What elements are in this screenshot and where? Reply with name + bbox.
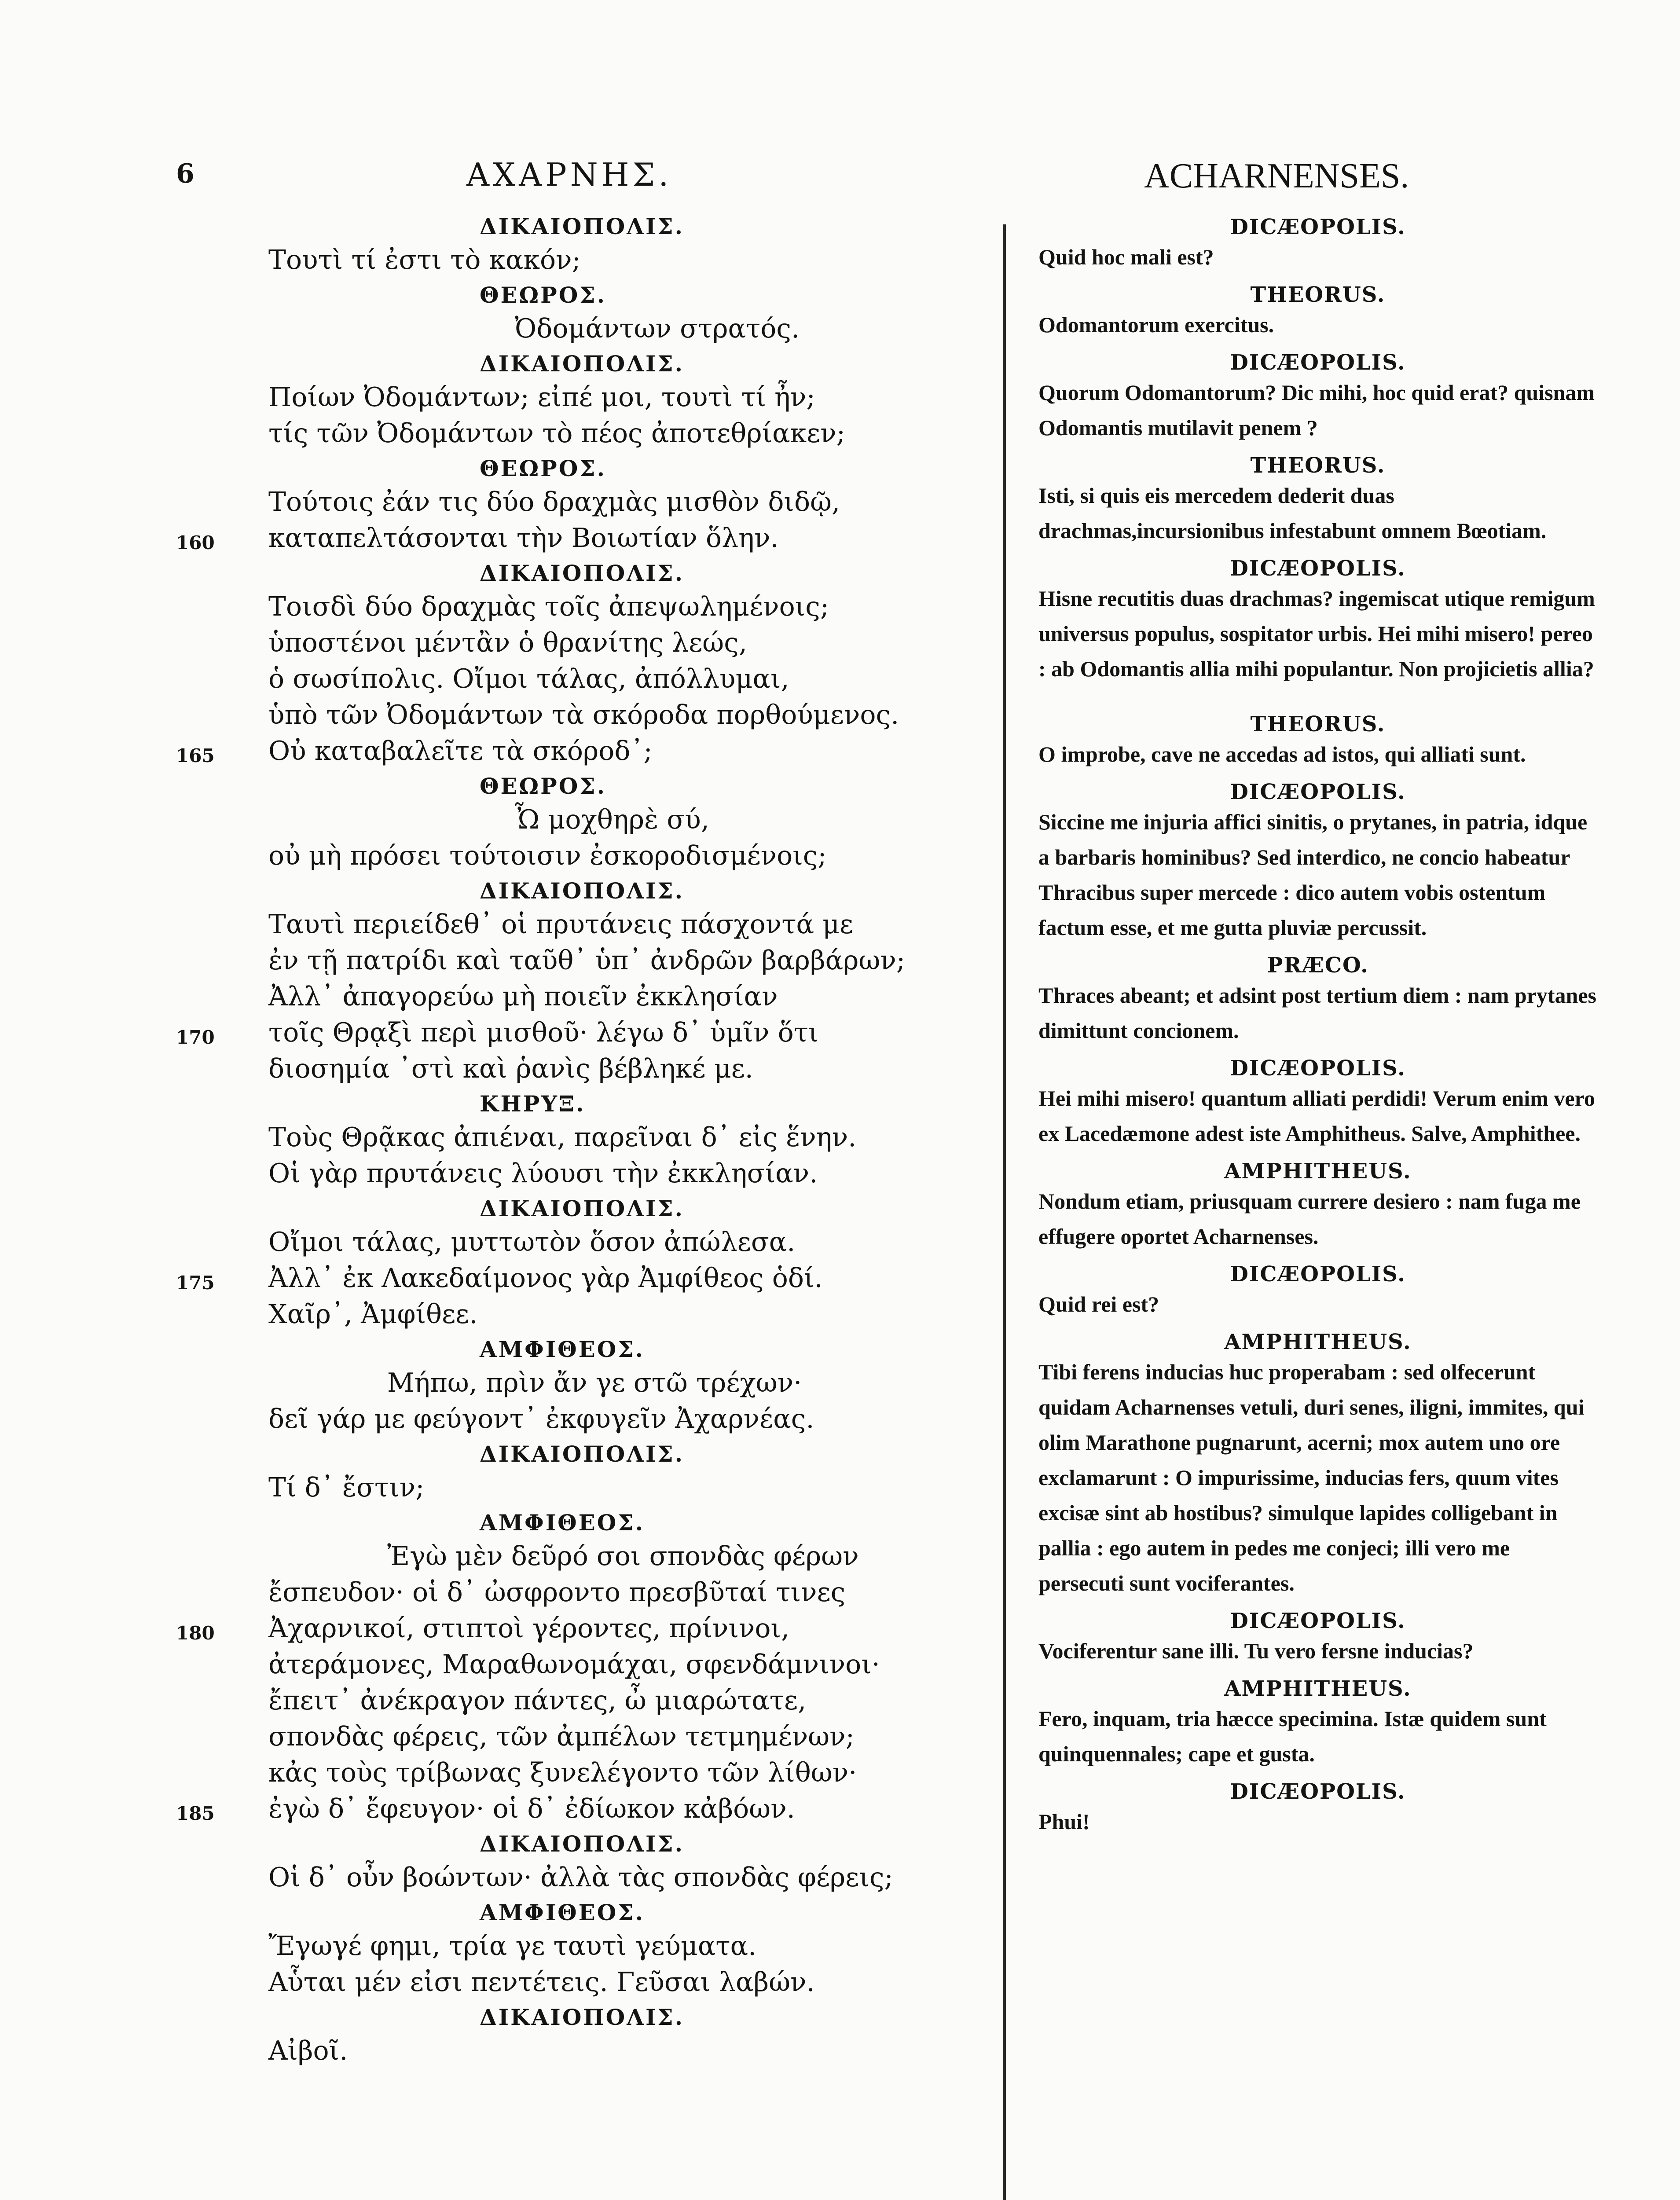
greek-verse-text: ἔσπευδον· οἱ δ᾽ ὠσφροντο πρεσβῦταί τινες bbox=[268, 1577, 846, 1608]
greek-verse-line bbox=[268, 1221, 955, 1258]
latin-translation-text: Hei mihi misero! quantum alliati perdidi! Verum enim vero ex Lacedæmone adest iste Amphitheus. Salve, Amphithee. bbox=[1038, 1086, 1595, 1146]
greek-verse-line bbox=[268, 1294, 955, 1330]
latin-translation-text: Hisne recutitis duas drachmas? ingemiscat utique remigum universus populus, sospitator urbis. Hei mihi misero! pereo : ab Odomantis allia mihi populantur. Non projicietis allia? bbox=[1038, 586, 1595, 681]
greek-verse-text: κἀς τοὺς τρίβωνας ξυνελέγοντο τῶν λίθων· bbox=[268, 1757, 857, 1788]
latin-speaker-name: DICÆOPOLIS. bbox=[1230, 780, 1406, 804]
greek-verse-text: Αὗται μέν εἰσι πεντέτεις. Γεῦσαι λαβών. bbox=[268, 1967, 815, 1998]
latin-speaker-name: PRÆCO. bbox=[1267, 953, 1369, 978]
greek-speaker-label: ΔΙΚΑΙΟΠΟΛΙΣ. bbox=[480, 560, 685, 586]
greek-verse-line bbox=[268, 1048, 955, 1084]
greek-verse-text: καταπελτάσονται τὴν Βοιωτίαν ὅλην. bbox=[268, 523, 779, 554]
greek-verse-line bbox=[268, 976, 955, 1012]
greek-verse-text: σπονδὰς φέρεις, τῶν ἀμπέλων τετμημένων; bbox=[268, 1721, 855, 1752]
greek-speaker-label: ΑΜΦΙΘΕΟΣ. bbox=[480, 1899, 645, 1925]
greek-verse-text: διοσημία ᾽στὶ καὶ ῥανὶς βέβληκέ με. bbox=[268, 1053, 753, 1084]
greek-speaker-name bbox=[268, 1998, 955, 2030]
greek-verse-text: τίς τῶν Ὀδομάντων τὸ πέος ἀποτεθρίακεν; bbox=[268, 418, 845, 449]
greek-verse-line bbox=[176, 1012, 955, 1048]
latin-speaker-name: DICÆOPOLIS. bbox=[1230, 1056, 1406, 1081]
greek-verse-text: Τούτοις ἐάν τις δύο δραχμὰς μισθὸν διδῷ, bbox=[268, 487, 840, 517]
greek-speaker-name bbox=[268, 1824, 955, 1857]
greek-verse-text: Ἀχαρνικοί, στιπτοὶ γέροντες, πρίνινοι, bbox=[268, 1613, 790, 1644]
greek-verse-text: Οἴμοι τάλας, μυττωτὸν ὅσον ἀπώλεσα. bbox=[268, 1227, 796, 1258]
line-number: 160 bbox=[176, 532, 215, 554]
greek-speaker-name bbox=[268, 766, 955, 799]
greek-verse-line bbox=[176, 1608, 955, 1644]
greek-verse-text: ἐγὼ δ᾽ ἔφευγον· οἱ δ᾽ ἐδίωκον κἀβόων. bbox=[268, 1793, 795, 1824]
greek-verse-line bbox=[176, 517, 955, 554]
spacer bbox=[1038, 686, 1597, 704]
greek-verse-line bbox=[268, 1117, 955, 1153]
greek-verse-line bbox=[268, 658, 955, 694]
greek-speaker-label: ΔΙΚΑΙΟΠΟΛΙΣ. bbox=[480, 1831, 685, 1857]
latin-translation-text: Quorum Odomantorum? Dic mihi, hoc quid erat? quisnam Odomantis mutilavit penem ? bbox=[1038, 380, 1595, 440]
greek-verse-line bbox=[268, 694, 955, 730]
latin-running-title: ACHARNENSES. bbox=[1144, 157, 1409, 195]
latin-translation-column bbox=[1038, 207, 1597, 1839]
greek-verse-text: ἀτεράμονες, Μαραθωνομάχαι, σφενδάμνινοι· bbox=[268, 1649, 880, 1680]
latin-speaker-name: AMPHITHEUS. bbox=[1224, 1159, 1412, 1184]
greek-speaker-name bbox=[268, 1893, 955, 1925]
greek-speaker-label: ΘΕΩΡΟΣ. bbox=[480, 282, 607, 308]
greek-verse-line bbox=[176, 730, 955, 766]
greek-verse-line bbox=[268, 1362, 955, 1398]
greek-verse-text: δεῖ γάρ με φεύγοντ᾽ ἐκφυγεῖν Ἀχαρνέας. bbox=[268, 1404, 814, 1434]
greek-speaker-name bbox=[268, 207, 955, 239]
greek-verse-line bbox=[268, 308, 955, 344]
greek-speaker-name bbox=[268, 1330, 955, 1362]
greek-verse-text: Ὦ μοχθηρὲ σύ, bbox=[515, 804, 709, 835]
greek-speaker-name bbox=[268, 1084, 955, 1117]
greek-verse-text: Ὀδομάντων στρατός. bbox=[515, 313, 800, 344]
greek-verse-text: Τοισδὶ δύο δραχμὰς τοῖς ἀπεψωλημένοις; bbox=[268, 591, 829, 622]
greek-verse-text: Τουτὶ τί ἐστι τὸ κακόν; bbox=[268, 245, 581, 275]
greek-verse-text: ὁ σωσίπολις. Οἴμοι τάλας, ἀπόλλυμαι, bbox=[268, 664, 789, 694]
latin-translation-text: Quid rei est? bbox=[1038, 1292, 1159, 1316]
greek-verse-text: ἔπειτ᾽ ἀνέκραγον πάντες, ὦ μιαρώτατε, bbox=[268, 1685, 807, 1716]
greek-verse-line bbox=[268, 1572, 955, 1608]
greek-running-title: ΑΧΑΡΝΗΣ. bbox=[466, 156, 672, 193]
greek-speaker-label: ΑΜΦΙΘΕΟΣ. bbox=[480, 1336, 645, 1362]
greek-verse-line bbox=[268, 1752, 955, 1788]
greek-verse-line bbox=[268, 377, 955, 413]
greek-speaker-label: ΔΙΚΑΙΟΠΟΛΙΣ. bbox=[480, 1441, 685, 1467]
latin-speaker-name: DICÆOPOLIS. bbox=[1230, 1262, 1406, 1287]
greek-verse-line bbox=[268, 1153, 955, 1189]
greek-verse-line bbox=[268, 835, 955, 871]
greek-verse-line bbox=[268, 904, 955, 940]
latin-speaker-name: DICÆOPOLIS. bbox=[1230, 350, 1406, 375]
latin-translation-text: O improbe, cave ne accedas ad istos, qui alliati sunt. bbox=[1038, 742, 1526, 766]
greek-verse-text: Ποίων Ὀδομάντων; εἰπέ μοι, τουτὶ τί ἦν; bbox=[268, 382, 815, 413]
greek-verse-line bbox=[268, 586, 955, 622]
greek-speaker-name bbox=[268, 1189, 955, 1221]
latin-speaker-name: THEORUS. bbox=[1250, 453, 1386, 478]
latin-translation-text: Fero, inquam, tria hæcce specimina. Istæ quidem sunt quinquennales; cape et gusta. bbox=[1038, 1706, 1547, 1766]
greek-verse-text: Μήπω, πρὶν ἄν γε στῶ τρέχων· bbox=[387, 1368, 802, 1398]
greek-speaker-label: ΔΙΚΑΙΟΠΟΛΙΣ. bbox=[480, 878, 685, 904]
column-divider bbox=[1003, 224, 1006, 2200]
greek-speaker-name bbox=[268, 275, 955, 308]
greek-verse-line bbox=[268, 622, 955, 658]
latin-translation-text: Nondum etiam, priusquam currere desiero : nam fuga me effugere oportet Acharnenses. bbox=[1038, 1189, 1581, 1249]
latin-speaker-name: DICÆOPOLIS. bbox=[1230, 215, 1406, 239]
greek-speaker-label: ΘΕΩΡΟΣ. bbox=[480, 455, 607, 481]
latin-translation-text: Isti, si quis eis mercedem dederit duas drachmas,incursionibus infestabunt omnem Bœotiam. bbox=[1038, 483, 1547, 543]
latin-speaker-name: THEORUS. bbox=[1250, 282, 1386, 307]
greek-verse-line bbox=[268, 940, 955, 976]
greek-verse-text: Οἱ γὰρ πρυτάνεις λύουσι τὴν ἐκκλησίαν. bbox=[268, 1158, 818, 1189]
line-number: 175 bbox=[176, 1272, 215, 1294]
greek-speaker-label: ΔΙΚΑΙΟΠΟΛΙΣ. bbox=[480, 1195, 685, 1221]
latin-translation-text: Tibi ferens inducias huc properabam : sed olfecerunt quidam Acharnenses vetuli, duri senes, iligni, immites, qui olim Marathone pugnarunt, acerni; mox autem uno ore exclamarunt : O impurissime, inducias fers, quum vites excisæ sint ab hostibus? simulque lapides colligebant in pallia : ego autem in pedes me conjeci; illi vero me persecuti sunt vociferantes. bbox=[1038, 1360, 1585, 1595]
greek-verse-line bbox=[268, 1857, 955, 1893]
latin-translation-text: Odomantorum exercitus. bbox=[1038, 312, 1274, 337]
latin-speaker-name: DICÆOPOLIS. bbox=[1230, 1779, 1406, 1804]
latin-speaker-name: DICÆOPOLIS. bbox=[1230, 556, 1406, 581]
greek-verse-text: ἐν τῇ πατρίδι καὶ ταῦθ᾽ ὑπ᾽ ἀνδρῶν βαρβάρων; bbox=[268, 945, 906, 976]
greek-verse-line bbox=[268, 1716, 955, 1752]
latin-translation-text: Thraces abeant; et adsint post tertium diem : nam prytanes dimittunt concionem. bbox=[1038, 983, 1596, 1043]
latin-speaker-name: AMPHITHEUS. bbox=[1224, 1676, 1412, 1701]
greek-speaker-label: ΔΙΚΑΙΟΠΟΛΙΣ. bbox=[480, 2004, 685, 2030]
greek-verse-text: ὑποστένοι μέντἂν ὁ θρανίτης λεώς, bbox=[268, 627, 747, 658]
greek-verse-text: οὐ μὴ πρόσει τούτοισιν ἐσκοροδισμένοις; bbox=[268, 840, 827, 871]
greek-verse-line bbox=[268, 1680, 955, 1716]
latin-translation-text: Quid hoc mali est? bbox=[1038, 245, 1214, 269]
page-number: 6 bbox=[176, 158, 194, 189]
greek-speaker-label: ΚΗΡΥΞ. bbox=[480, 1091, 586, 1117]
line-number: 185 bbox=[176, 1803, 215, 1824]
greek-verse-line bbox=[176, 1788, 955, 1824]
greek-verse-text: Τοὺς Θρᾷκας ἀπιέναι, παρεῖναι δ᾽ εἰς ἕνην. bbox=[268, 1122, 857, 1153]
greek-verse-line bbox=[176, 1258, 955, 1294]
greek-verse-line bbox=[268, 1398, 955, 1434]
greek-speaker-name bbox=[268, 344, 955, 377]
greek-speaker-label: ΑΜΦΙΘΕΟΣ. bbox=[480, 1510, 645, 1536]
greek-verse-text: Οὐ καταβαλεῖτε τὰ σκόροδ᾽; bbox=[268, 736, 653, 766]
greek-verse-text: Ἐγὼ μὲν δεῦρό σοι σπονδὰς φέρων bbox=[387, 1541, 859, 1572]
greek-speaker-name bbox=[268, 1503, 955, 1536]
greek-verse-text: Αἰβοῖ. bbox=[268, 2035, 348, 2066]
greek-verse-text: τοῖς Θρᾳξὶ περὶ μισθοῦ· λέγω δ᾽ ὑμῖν ὅτι bbox=[268, 1017, 819, 1048]
latin-translation-text: Phui! bbox=[1038, 1809, 1090, 1834]
greek-verse-line bbox=[268, 1536, 955, 1572]
greek-verse-text: Οἱ δ᾽ οὖν βοώντων· ἀλλὰ τὰς σπονδὰς φέρεις; bbox=[268, 1862, 893, 1893]
greek-speaker-label: ΔΙΚΑΙΟΠΟΛΙΣ. bbox=[480, 213, 685, 239]
latin-translation-text: Vociferentur sane illi. Tu vero fersne inducias? bbox=[1038, 1639, 1474, 1663]
latin-translation-text: Siccine me injuria affici sinitis, o prytanes, in patria, idque a barbaris hominibus? Sed interdico, ne concio habeatur Thracibus super mercede : dico autem vobis ostentum factum esse, et me gutta pluviæ percussit. bbox=[1038, 810, 1588, 940]
greek-verse-line bbox=[268, 1962, 955, 1998]
greek-verse-text: Ἔγωγέ φημι, τρία γε ταυτὶ γεύματα. bbox=[268, 1931, 757, 1962]
greek-verse-line bbox=[268, 799, 955, 835]
greek-speaker-name bbox=[268, 554, 955, 586]
line-number: 170 bbox=[176, 1027, 215, 1048]
latin-speaker-name: THEORUS. bbox=[1250, 712, 1386, 737]
latin-speaker-name: AMPHITHEUS. bbox=[1224, 1330, 1412, 1354]
greek-speaker-name bbox=[268, 871, 955, 904]
greek-verse-line bbox=[268, 239, 955, 275]
greek-verse-text: ὑπὸ τῶν Ὀδομάντων τὰ σκόροδα πορθούμενος. bbox=[268, 700, 899, 730]
greek-verse-line bbox=[268, 413, 955, 449]
greek-speaker-name bbox=[268, 449, 955, 481]
greek-verse-line bbox=[268, 2030, 955, 2066]
greek-verse-text: Χαῖρ᾽, Ἀμφίθεε. bbox=[268, 1299, 478, 1330]
greek-verse-text: Τί δ᾽ ἔστιν; bbox=[268, 1472, 425, 1503]
greek-verse-text: Ἀλλ᾽ ἀπαγορεύω μὴ ποιεῖν ἐκκλησίαν bbox=[268, 981, 778, 1012]
greek-verse-line bbox=[268, 1644, 955, 1680]
line-number: 180 bbox=[176, 1622, 215, 1644]
greek-verse-text: Ἀλλ᾽ ἐκ Λακεδαίμονος γὰρ Ἀμφίθεος ὁδί. bbox=[268, 1263, 823, 1294]
greek-speaker-name bbox=[268, 1434, 955, 1467]
greek-speaker-label: ΔΙΚΑΙΟΠΟΛΙΣ. bbox=[480, 351, 685, 377]
greek-verse-line bbox=[268, 1925, 955, 1962]
line-number: 165 bbox=[176, 745, 215, 766]
greek-speaker-label: ΘΕΩΡΟΣ. bbox=[480, 773, 607, 799]
greek-verse-line bbox=[268, 481, 955, 517]
latin-speaker-name: DICÆOPOLIS. bbox=[1230, 1609, 1406, 1633]
greek-verse-line bbox=[268, 1467, 955, 1503]
greek-text-column bbox=[176, 207, 955, 2066]
greek-verse-text: Ταυτὶ περιείδεθ᾽ οἱ πρυτάνεις πάσχοντά με bbox=[268, 909, 854, 940]
